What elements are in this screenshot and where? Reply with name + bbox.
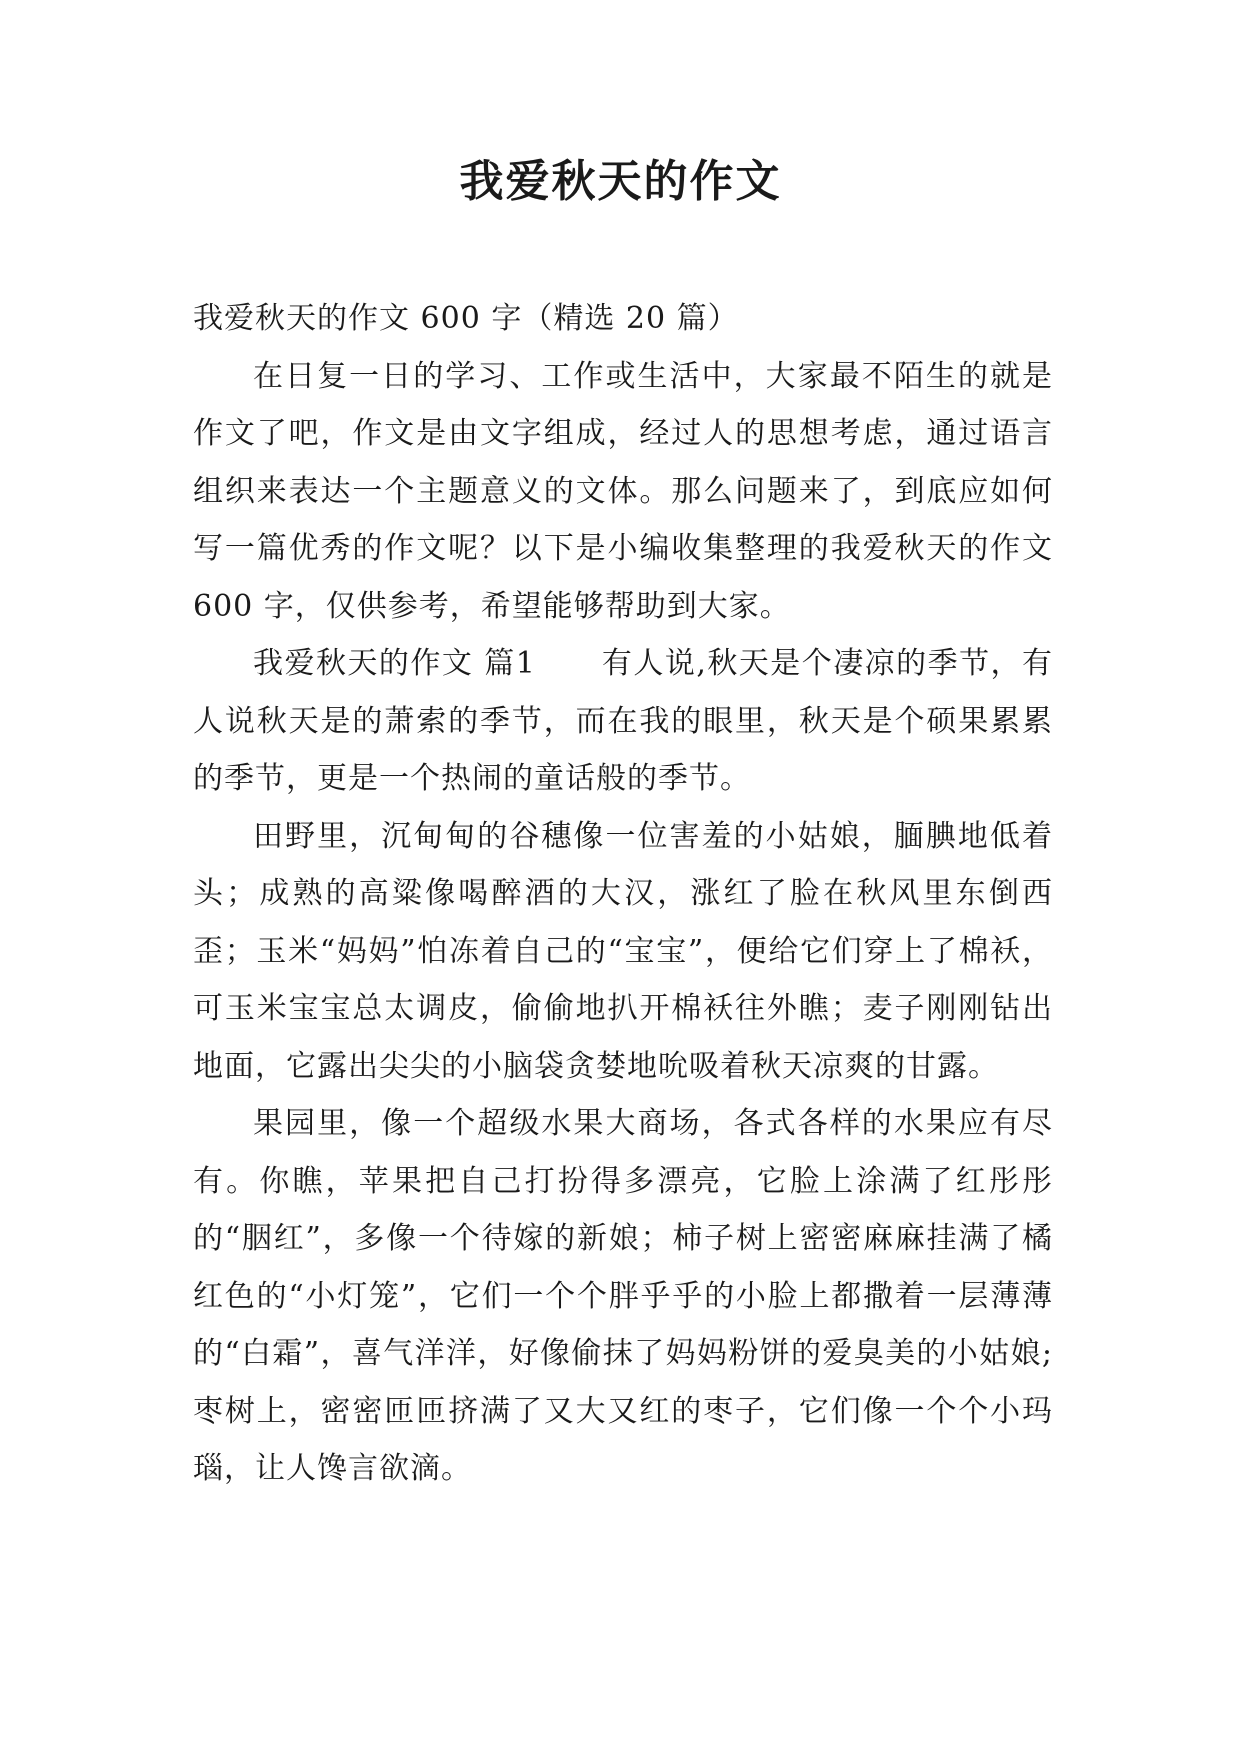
document-subtitle: 我爱秋天的作文 600 字（精选 20 篇） (193, 301, 739, 336)
body-paragraph-orchard: 果园里，像一个超级水果大商场，各式各样的水果应有尽有。你瞧，苹果把自己打扮得多漂亮，它脸上涂满了红彤彤的“胭红”，多像一个待嫁的新娘；柿子树上密密麻麻挂满了橘红色的“小灯笼”，它们一个个胖乎乎的小脸上都撒着一层薄薄的“白霜”，喜气洋洋，好像偷抹了妈妈粉饼的爱臭美的小姑娘;枣树上，密密匝匝挤满了又大又红的枣子，它们像一个个小玛瑙，让人馋言欲滴。 (193, 1106, 1053, 1486)
document-body (193, 290, 1053, 1498)
section-heading: 我爱秋天的作文 篇1 (253, 646, 536, 681)
section-heading-gap (536, 646, 602, 681)
body-paragraph-fields: 田野里，沉甸甸的谷穗像一位害羞的小姑娘，腼腆地低着头；成熟的高粱像喝醉酒的大汉，涨红了脸在秋风里东倒西歪；玉米“妈妈”怕冻着自己的“宝宝”，便给它们穿上了棉袄，可玉米宝宝总太调皮，偷偷地扒开棉袄往外瞧；麦子刚刚钻出地面，它露出尖尖的小脑袋贪婪地吮吸着秋天凉爽的甘露。 (193, 818, 1053, 1084)
document-title: 我爱秋天的作文 (459, 156, 782, 207)
section-first-paragraph-text: 有人说,秋天是个凄凉的季节，有人说秋天是的萧索的季节，而在我的眼里，秋天是个硕果累累的季节，更是一个热闹的童话般的季节。 (193, 646, 1054, 796)
intro-paragraph: 在日复一日的学习、工作或生活中，大家最不陌生的就是作文了吧，作文是由文字组成，经过人的思想考虑，通过语言组织来表达一个主题意义的文体。那么问题来了，到底应如何写一篇优秀的作文呢？以下是小编收集整理的我爱秋天的作文 600 字，仅供参考，希望能够帮助到大家。 (193, 358, 1053, 624)
section-1-paragraph (193, 635, 1053, 808)
